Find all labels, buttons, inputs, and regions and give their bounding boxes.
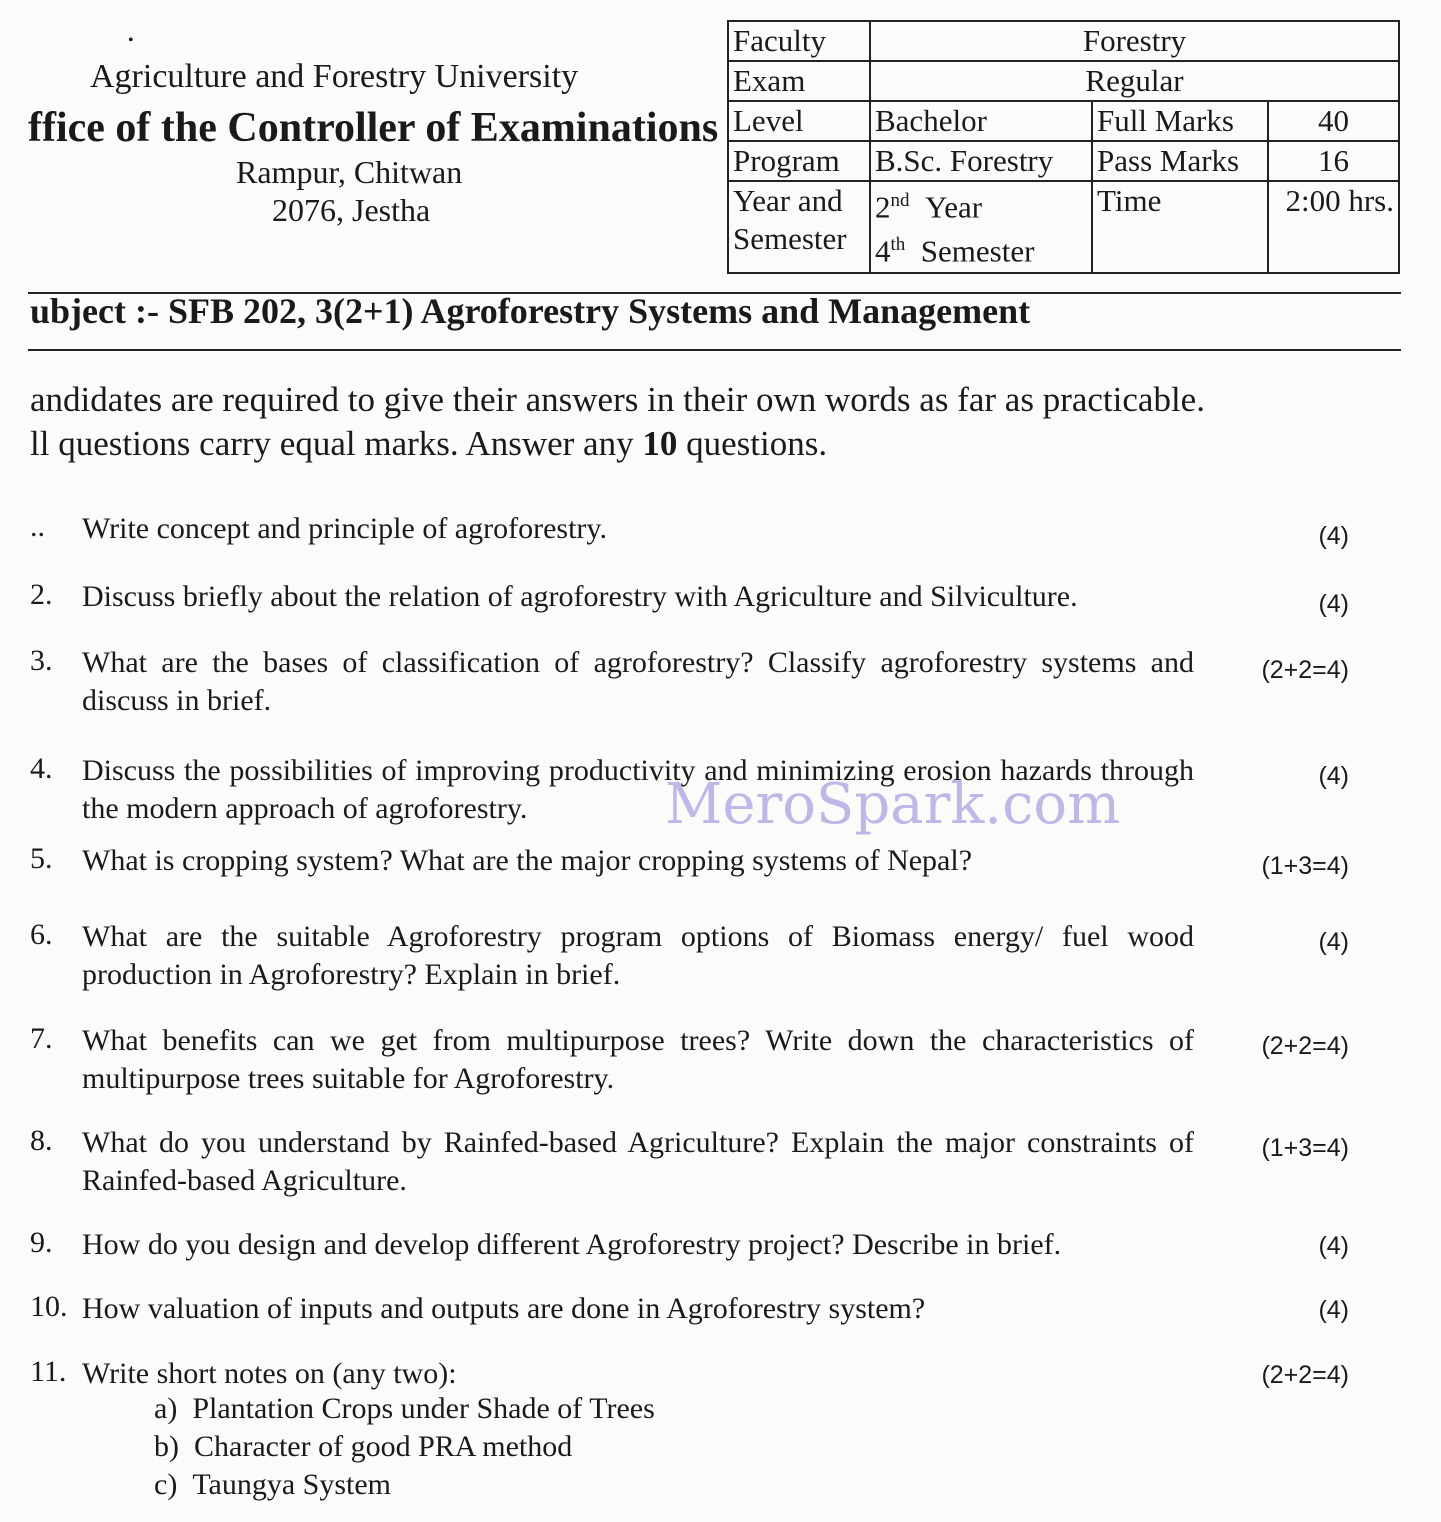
question-text: Discuss the possibilities of improving productivity and minimizing erosion hazards through the modern approach of agroforestry. xyxy=(82,754,1194,825)
question-number: 6. xyxy=(30,918,53,951)
sub-item-a xyxy=(154,1392,655,1426)
question-marks: (4) xyxy=(1318,1296,1349,1324)
semester-value xyxy=(875,226,1087,270)
time-label: Time xyxy=(1092,181,1268,273)
question-number: 7. xyxy=(30,1022,53,1055)
sub-item-label: a) xyxy=(154,1392,178,1425)
year-value xyxy=(875,182,1087,226)
university-name: Agriculture and Forestry University xyxy=(90,58,579,95)
question-marks: (2+2=4) xyxy=(1261,1361,1349,1389)
watermark: MeroSpark.com xyxy=(665,772,1121,837)
semester-label: Semester xyxy=(733,221,847,256)
exam-value: Regular xyxy=(870,61,1399,101)
faculty-label: Faculty xyxy=(728,21,870,61)
instruction-text-a: ll questions carry equal marks. Answer any xyxy=(30,424,643,463)
time-value: 2:00 hrs. xyxy=(1268,181,1399,273)
full-marks-value: 40 xyxy=(1268,101,1399,141)
year-suffix: nd xyxy=(890,190,910,211)
address-line-2: 2076, Jestha xyxy=(272,192,431,228)
question-number: 2. xyxy=(30,578,53,611)
full-marks-label: Full Marks xyxy=(1092,101,1268,141)
faculty-value: Forestry xyxy=(870,21,1399,61)
question-number: 8. xyxy=(30,1124,53,1157)
level-label: Level xyxy=(728,101,870,141)
subject-line: ubject :- SFB 202, 3(2+1) Agroforestry Systems and Management xyxy=(30,291,1031,331)
question-text: How valuation of inputs and outputs are done in Agroforestry system? xyxy=(82,1292,926,1325)
question-text: Write concept and principle of agroforestry. xyxy=(82,512,607,545)
question-text: Write short notes on (any two): xyxy=(82,1357,457,1390)
question-marks: (4) xyxy=(1318,762,1349,790)
bullet-mark: • xyxy=(128,32,134,49)
question-marks: (4) xyxy=(1318,1232,1349,1260)
question-number: 9. xyxy=(30,1226,53,1259)
question-text: What do you understand by Rainfed-based Agriculture? Explain the major constraints of Rainfed-based Agriculture. xyxy=(82,1126,1194,1197)
question-number: 5. xyxy=(30,842,53,875)
question-marks: (4) xyxy=(1318,928,1349,956)
sub-item-c xyxy=(154,1468,391,1502)
instruction-count: 10 xyxy=(642,424,678,463)
question-number: 11. xyxy=(30,1355,67,1388)
year-word: Year xyxy=(925,189,983,225)
sub-item-text: Character of good PRA method xyxy=(194,1430,573,1463)
sub-item-text: Taungya System xyxy=(192,1468,392,1501)
pass-marks-label: Pass Marks xyxy=(1092,141,1268,181)
question-number: 3. xyxy=(30,644,53,677)
question-text: What are the bases of classification of agroforestry? Classify agroforestry systems and discuss in brief. xyxy=(82,646,1194,717)
program-value: B.Sc. Forestry xyxy=(870,141,1092,181)
question-marks: (1+3=4) xyxy=(1261,1134,1349,1162)
question-text: Discuss briefly about the relation of agroforestry with Agriculture and Silviculture. xyxy=(82,580,1078,613)
question-marks: (1+3=4) xyxy=(1261,852,1349,880)
exam-label: Exam xyxy=(728,61,870,101)
question-number: .. xyxy=(30,510,45,543)
question-number: 4. xyxy=(30,752,53,785)
year-semester-label xyxy=(728,181,870,273)
question-marks: (2+2=4) xyxy=(1261,1032,1349,1060)
exam-info-table xyxy=(727,20,1400,274)
level-value: Bachelor xyxy=(870,101,1092,141)
sub-item-b xyxy=(154,1430,572,1464)
instruction-line-2 xyxy=(30,424,827,464)
sub-item-label: c) xyxy=(154,1468,178,1501)
instruction-line-1: andidates are required to give their answers in their own words as far as practicable. xyxy=(30,380,1205,419)
question-text: What are the suitable Agroforestry program options of Biomass energy/ fuel wood production in Agroforestry? Explain in brief. xyxy=(82,920,1194,991)
question-marks: (4) xyxy=(1318,522,1349,550)
subject-bottom-rule xyxy=(28,349,1401,351)
instruction-text-c: questions. xyxy=(677,424,828,463)
question-text: What benefits can we get from multipurpose trees? Write down the characteristics of multipurpose trees suitable for Agroforestry. xyxy=(82,1024,1194,1095)
semester-word: Semester xyxy=(920,233,1035,269)
address-line-1: Rampur, Chitwan xyxy=(236,154,463,190)
sub-item-label: b) xyxy=(154,1430,179,1463)
question-marks: (4) xyxy=(1318,590,1349,618)
office-name: ffice of the Controller of Examinations xyxy=(28,105,719,151)
question-number: 10. xyxy=(30,1290,68,1323)
year-semester-value xyxy=(870,181,1092,273)
year-label: Year and xyxy=(733,183,843,218)
sub-item-text: Plantation Crops under Shade of Trees xyxy=(192,1392,655,1425)
program-label: Program xyxy=(728,141,870,181)
question-marks: (2+2=4) xyxy=(1261,656,1349,684)
semester-num: 4 xyxy=(875,233,891,269)
question-text: What is cropping system? What are the major cropping systems of Nepal? xyxy=(82,844,973,877)
question-text: How do you design and develop different Agroforestry project? Describe in brief. xyxy=(82,1228,1062,1261)
year-num: 2 xyxy=(875,189,891,225)
pass-marks-value: 16 xyxy=(1268,141,1399,181)
semester-suffix: th xyxy=(890,234,906,256)
